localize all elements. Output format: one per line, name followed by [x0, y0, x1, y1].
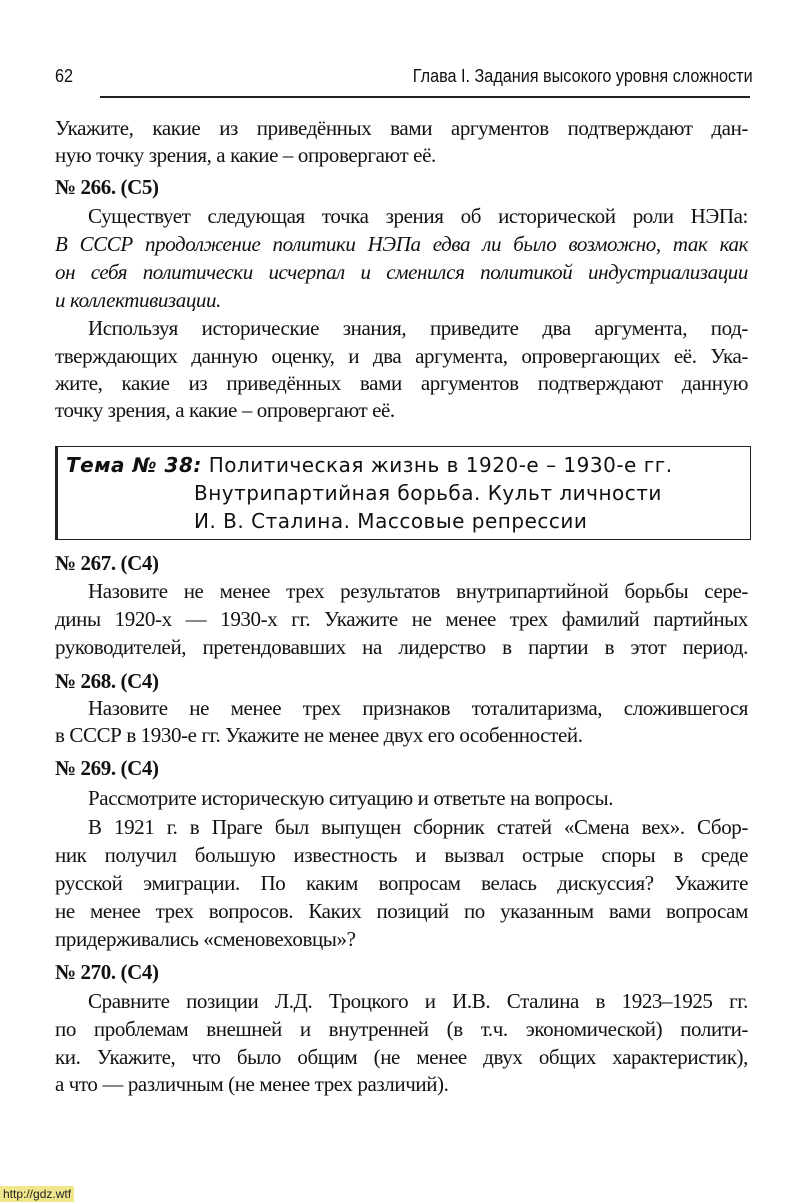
- italic-line: и коллективизации.: [55, 288, 221, 312]
- topic-line: Внутрипартийная борьба. Культ личности: [194, 481, 662, 505]
- topic-line: И. В. Сталина. Массовые репрессии: [194, 509, 588, 533]
- text-line: тверждающих данную оценку, и два аргумента, опровергающих её. Ука-: [55, 344, 748, 368]
- watermark-link[interactable]: http://gdz.wtf: [0, 1186, 74, 1202]
- text-line: ки. Укажите, что было общим (не менее двух общих характеристик),: [55, 1045, 748, 1069]
- text-line: Назовите не менее трех результатов внутрипартийной борьбы сере-: [88, 579, 748, 603]
- text-line: русской эмиграции. По каким вопросам велась дискуссия? Укажите: [55, 871, 748, 895]
- page-number: 62: [55, 66, 74, 86]
- text-line: жите, какие из приведённых вами аргументов подтверждают данную: [55, 371, 748, 395]
- text-line: Укажите, какие из приведённых вами аргументов подтверждают дан-: [55, 116, 748, 140]
- text-line: Рассмотрите историческую ситуацию и ответьте на вопросы.: [88, 786, 614, 810]
- topic-label: Тема № 38:: [66, 453, 202, 477]
- text-line: точку зрения, а какие – опровергают её.: [55, 398, 395, 422]
- text-line: в СССР в 1930-е гг. Укажите не менее двух его особенностей.: [55, 723, 583, 747]
- text-line: не менее трех вопросов. Каких позиций по указанным вами вопросам: [55, 899, 748, 923]
- text-line: Существует следующая точка зрения об исторической роли НЭПа:: [88, 204, 748, 228]
- text-line: Используя исторические знания, приведите два аргумента, под-: [88, 316, 748, 340]
- text-line: Назовите не менее трех признаков тоталитаризма, сложившегося: [88, 696, 748, 720]
- topic-box: [55, 446, 751, 540]
- task-266-title: № 266. (С5): [55, 175, 159, 199]
- task-267-title: № 267. (С4): [55, 551, 159, 575]
- text-line: дины 1920-х — 1930-х гг. Укажите не менее трех фамилий партийных: [55, 607, 748, 631]
- header-rule: [100, 96, 750, 98]
- text-line: ную точку зрения, а какие – опровергают её.: [55, 143, 436, 167]
- topic-line: Политическая жизнь в 1920-е – 1930-е гг.: [208, 453, 673, 477]
- text-line: а что — различным (не менее трех различий).: [55, 1072, 449, 1096]
- task-270-title: № 270. (С4): [55, 960, 159, 984]
- text-line: Сравните позиции Л.Д. Троцкого и И.В. Сталина в 1923–1925 гг.: [88, 989, 748, 1013]
- chapter-title: Глава I. Задания высокого уровня сложности: [413, 66, 753, 86]
- task-268-title: № 268. (С4): [55, 669, 159, 693]
- text-line: придерживались «сменовеховцы»?: [55, 927, 356, 951]
- italic-line: В СССР продолжение политики НЭПа едва ли было возможно, так как: [55, 232, 748, 256]
- text-line: по проблемам внешней и внутренней (в т.ч. экономической) полити-: [55, 1017, 748, 1041]
- italic-line: он себя политически исчерпал и сменился политикой индустриализации: [55, 260, 748, 284]
- text-line: ник получил большую известность и вызвал острые споры в среде: [55, 843, 748, 867]
- text-line: руководителей, претендовавших на лидерство в партии в этот период.: [55, 635, 748, 659]
- task-269-title: № 269. (С4): [55, 756, 159, 780]
- text-line: В 1921 г. в Праге был выпущен сборник статей «Смена вех». Сбор-: [88, 815, 748, 839]
